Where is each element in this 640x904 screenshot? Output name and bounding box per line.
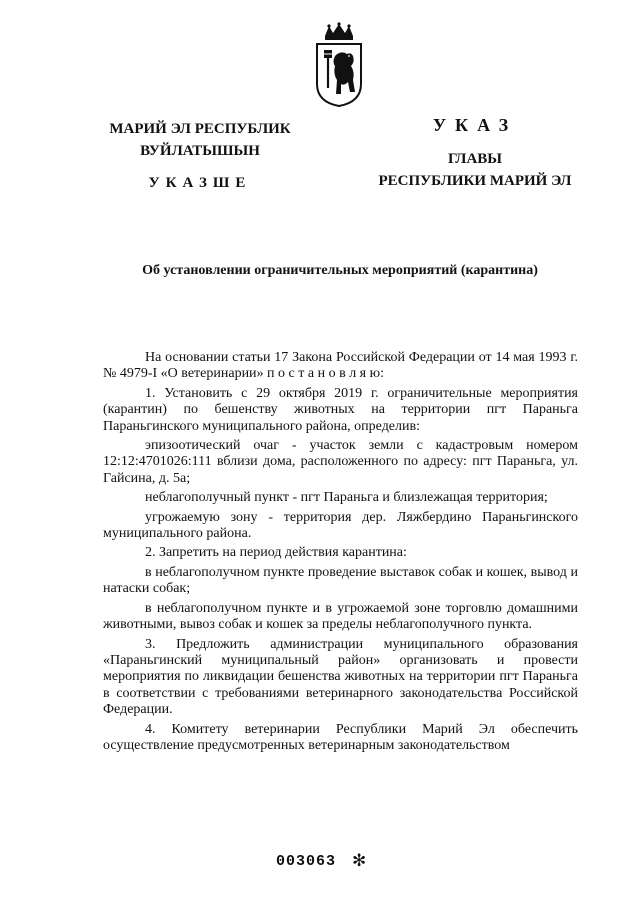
body-paragraph: 3. Предложить администрации муниципального образования «Параньгинский муниципальный район» организовать и провести мероприятия по ликвидации бешенства животных на территории пгт Параньга в соответствии с требованиями ветеринарного законодательства Российской Федерации. (103, 636, 578, 718)
header-left-line2: ВУЙЛАТЫШЫН (140, 143, 260, 159)
star-mark-icon: ✻ (352, 851, 367, 871)
body-paragraph: 4. Комитету ветеринарии Республики Марий Эл обеспечить осуществление предусмотренных ветеринарным законодательством (103, 721, 578, 753)
document-title: Об установлении ограничительных мероприятий (карантина) (142, 263, 538, 278)
footer (270, 853, 410, 877)
body-paragraph: 2. Запретить на период действия карантина: (145, 545, 407, 561)
coat-of-arms-bear-icon (311, 22, 367, 108)
body-paragraph: 1. Установить с 29 октября 2019 г. ограничительные мероприятия (карантин) по бешенству животных на территории пгт Параньга Параньгинского муниципального района, определив: (103, 385, 578, 434)
document-body (103, 350, 578, 757)
header-right-line2: ГЛАВЫ (447, 151, 503, 167)
body-paragraph: эпизоотический очаг - участок земли с кадастровым номером 12:12:4701026:111 вблизи дома, расположенного по адресу: пгт Параньга, ул. Гайсина, д. 5а; (103, 438, 578, 486)
body-paragraph: неблагополучный пункт - пгт Параньга и близлежащая территория; (145, 490, 548, 506)
header-right-doc-type: УКАЗ (432, 115, 518, 135)
header-left-doc-type: УКАЗШЕ (148, 175, 252, 191)
body-paragraph: в неблагополучном пункте и в угрожаемой зоне торговлю домашними животными, вывоз собак и кошек за пределы неблагополучного пункта. (103, 600, 578, 633)
header-right-line3: РЕСПУБЛИКИ МАРИЙ ЭЛ (378, 173, 572, 189)
header-left-line1: МАРИЙ ЭЛ РЕСПУБЛИК (109, 121, 291, 137)
header-right-block (365, 112, 585, 192)
header-left-block (100, 118, 300, 194)
body-paragraph: угрожаемую зону - территория дер. Ляжбердино Параньгинского муниципального района. (103, 509, 578, 542)
serial-number: 003063 (276, 853, 337, 870)
body-paragraph: На основании статьи 17 Закона Российской Федерации от 14 мая 1993 г. № 4979-I «О ветеринарии» п о с т а н о в л я ю: (103, 350, 578, 382)
body-paragraph: в неблагополучном пункте проведение выставок собак и кошек, вывод и натаски собак; (103, 564, 578, 597)
